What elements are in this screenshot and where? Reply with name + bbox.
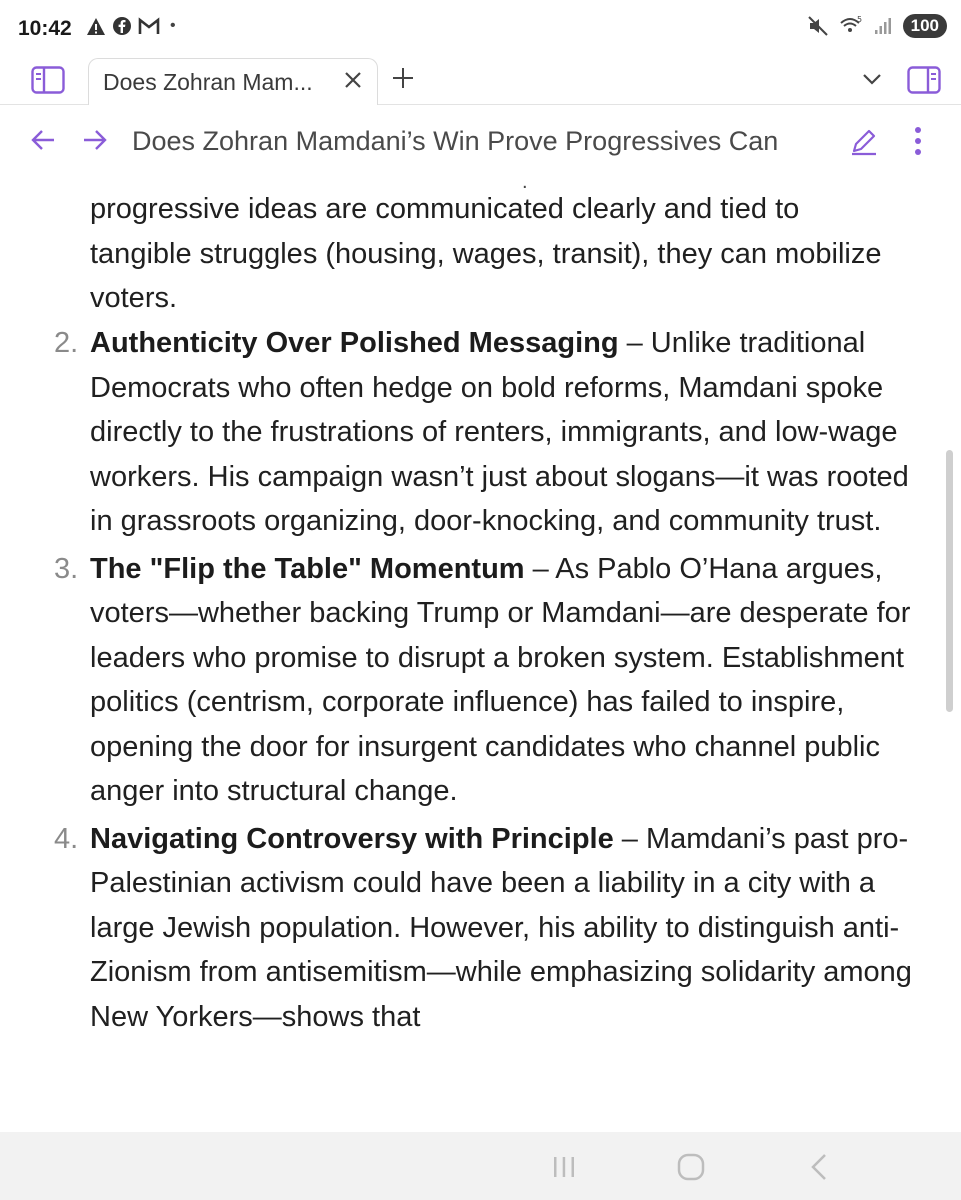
mute-icon [807, 15, 829, 37]
status-time: 10:42 [18, 17, 72, 40]
tab-bar [0, 56, 961, 105]
more-vertical-icon [914, 126, 922, 156]
chevron-left-icon [810, 1153, 828, 1181]
status-bar [0, 0, 961, 56]
wifi-badge: 5 [856, 15, 862, 24]
right-sidebar-toggle[interactable] [904, 62, 944, 98]
arrow-right-icon [82, 129, 108, 151]
tab-list-dropdown[interactable] [858, 64, 886, 94]
list-number: 3. [54, 552, 79, 585]
arrow-left-icon [30, 129, 56, 151]
recent-apps-button[interactable] [548, 1152, 580, 1182]
system-icons [807, 14, 947, 38]
recent-apps-icon [551, 1155, 577, 1179]
list-item-text: – Mamdani’s past pro-Palestinian activism could have been a liability in a city with a large Jewish population. However, his ability to distinguish anti-Zionism from antisemitism—while emphasizing solidarity among New Yorkers—shows that [90, 822, 912, 1033]
system-navigation-bar [0, 1132, 961, 1200]
scrollbar-thumb[interactable] [946, 450, 953, 712]
lead-paragraph: progressive ideas are communicated clearly and tied to tangible struggles (housing, wages, transit), they can mobilize voters. [90, 193, 882, 314]
numbered-list [0, 321, 961, 1042]
page-title: Does Zohran Mamdani’s Win Prove Progressives Can [132, 126, 779, 156]
active-tab[interactable] [88, 58, 378, 105]
stray-mark: . [522, 175, 528, 193]
new-tab-button[interactable] [388, 62, 418, 94]
gmail-icon [138, 17, 160, 35]
home-icon [677, 1153, 705, 1181]
forward-button[interactable] [80, 125, 110, 155]
wifi-icon [839, 15, 863, 37]
list-number: 2. [54, 327, 79, 359]
list-item [0, 547, 915, 814]
sidebar-left-icon [31, 66, 65, 94]
tab-title: Does Zohran Mam... [103, 69, 313, 95]
close-icon [343, 70, 363, 90]
plus-icon [392, 67, 414, 89]
home-button[interactable] [674, 1150, 708, 1184]
back-button[interactable] [28, 125, 58, 155]
battery-indicator: 100 [903, 14, 947, 38]
list-item-text: – As Pablo O’Hana argues, voters—whether backing Trump or Mamdani—are desperate for leaders who promise to disrupt a broken system. Establishment politics (centrism, corporate influence) has failed to inspire, opening the door for insurgent candidates who channel public anger into structural change. [90, 552, 911, 807]
left-sidebar-toggle[interactable] [28, 62, 68, 98]
list-number: 4. [54, 822, 79, 855]
status-dot: • [170, 17, 176, 34]
list-item [0, 321, 915, 544]
document-content [0, 175, 961, 1130]
list-item-text: – Unlike traditional Democrats who often hedge on bold reforms, Mamdani spoke directly to the frustrations of renters, immigrants, and low-wage workers. His campaign wasn’t just about slogans—it was rooted in grassroots organizing, door-knocking, and community trust. [90, 327, 909, 537]
list-item [0, 817, 915, 1040]
tab-close-button[interactable] [343, 70, 363, 95]
system-back-button[interactable] [804, 1150, 834, 1184]
signal-icon [873, 16, 893, 36]
list-item-title: Authenticity Over Polished Messaging [90, 327, 619, 359]
notification-icons [86, 16, 176, 36]
facebook-icon [112, 16, 132, 36]
navigation-bar [0, 105, 961, 175]
list-item-title: The "Flip the Table" Momentum [90, 552, 525, 585]
sidebar-right-icon [907, 66, 941, 94]
chevron-down-icon [862, 73, 882, 85]
pencil-icon [849, 126, 879, 156]
edit-button[interactable] [846, 123, 882, 159]
warning-icon [86, 17, 106, 36]
more-options-button[interactable] [906, 123, 930, 159]
list-item-title: Navigating Controversy with Principle [90, 822, 614, 855]
